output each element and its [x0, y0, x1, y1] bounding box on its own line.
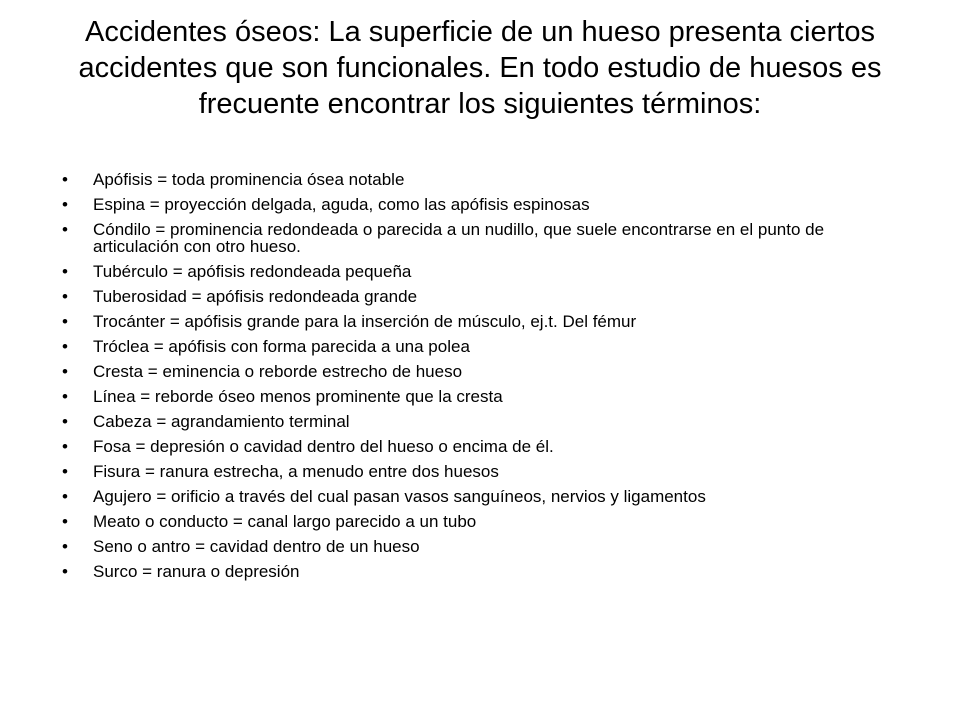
list-item-text: Agujero = orificio a través del cual pasan vasos sanguíneos, nervios y ligamentos — [93, 487, 706, 506]
list-item — [62, 288, 912, 305]
list-item-text: Cóndilo = prominencia redondeada o parecida a un nudillo, que suele encontrarse en el punto de articulación con otro hueso. — [93, 220, 825, 256]
bullet-icon: • — [62, 287, 68, 306]
list-item-text: Trocánter = apófisis grande para la inserción de músculo, ej.t. Del fémur — [93, 312, 637, 331]
list-item-text: Tuberosidad = apófisis redondeada grande — [93, 287, 418, 306]
list-item — [62, 388, 912, 405]
list-item — [62, 413, 912, 430]
bullet-icon: • — [62, 437, 68, 456]
list-item-text: Cresta = eminencia o reborde estrecho de hueso — [93, 362, 463, 381]
list-item — [62, 263, 912, 280]
bullet-list — [62, 171, 912, 588]
list-item-text: Seno o antro = cavidad dentro de un hueso — [93, 537, 420, 556]
bullet-icon: • — [62, 412, 68, 431]
list-item — [62, 463, 912, 480]
list-item-text: Espina = proyección delgada, aguda, como las apófisis espinosas — [93, 195, 590, 214]
list-item — [62, 538, 912, 555]
list-item-text: Surco = ranura o depresión — [93, 562, 300, 581]
list-item — [62, 488, 912, 505]
list-item-text: Línea = reborde óseo menos prominente que la cresta — [93, 387, 503, 406]
bullet-icon: • — [62, 170, 68, 189]
bullet-icon: • — [62, 337, 68, 356]
list-item-text: Apófisis = toda prominencia ósea notable — [93, 170, 405, 189]
bullet-icon: • — [62, 195, 68, 214]
list-item — [62, 563, 912, 580]
list-item-text: Tubérculo = apófisis redondeada pequeña — [93, 262, 412, 281]
list-item-text: Fosa = depresión o cavidad dentro del hueso o encima de él. — [93, 437, 554, 456]
bullet-icon: • — [62, 487, 68, 506]
bullet-icon: • — [62, 362, 68, 381]
list-item — [62, 221, 912, 255]
list-item-text: Fisura = ranura estrecha, a menudo entre dos huesos — [93, 462, 499, 481]
list-item-text: Tróclea = apófisis con forma parecida a una polea — [93, 337, 470, 356]
list-item — [62, 513, 912, 530]
list-item-text: Cabeza = agrandamiento terminal — [93, 412, 350, 431]
list-item — [62, 438, 912, 455]
list-item — [62, 338, 912, 355]
list-item — [62, 196, 912, 213]
bullet-icon: • — [62, 462, 68, 481]
list-item — [62, 363, 912, 380]
bullet-icon: • — [62, 387, 68, 406]
bullet-icon: • — [62, 220, 68, 239]
bullet-icon: • — [62, 562, 68, 581]
bullet-icon: • — [62, 262, 68, 281]
slide-title: Accidentes óseos: La superficie de un hueso presenta ciertos accidentes que son funcionales. En todo estudio de huesos es frecuente encontrar los siguientes términos: — [78, 16, 882, 120]
bullet-icon: • — [62, 537, 68, 556]
list-item — [62, 313, 912, 330]
bullet-icon: • — [62, 512, 68, 531]
list-item-text: Meato o conducto = canal largo parecido a un tubo — [93, 512, 477, 531]
bullet-icon: • — [62, 312, 68, 331]
list-item — [62, 171, 912, 188]
